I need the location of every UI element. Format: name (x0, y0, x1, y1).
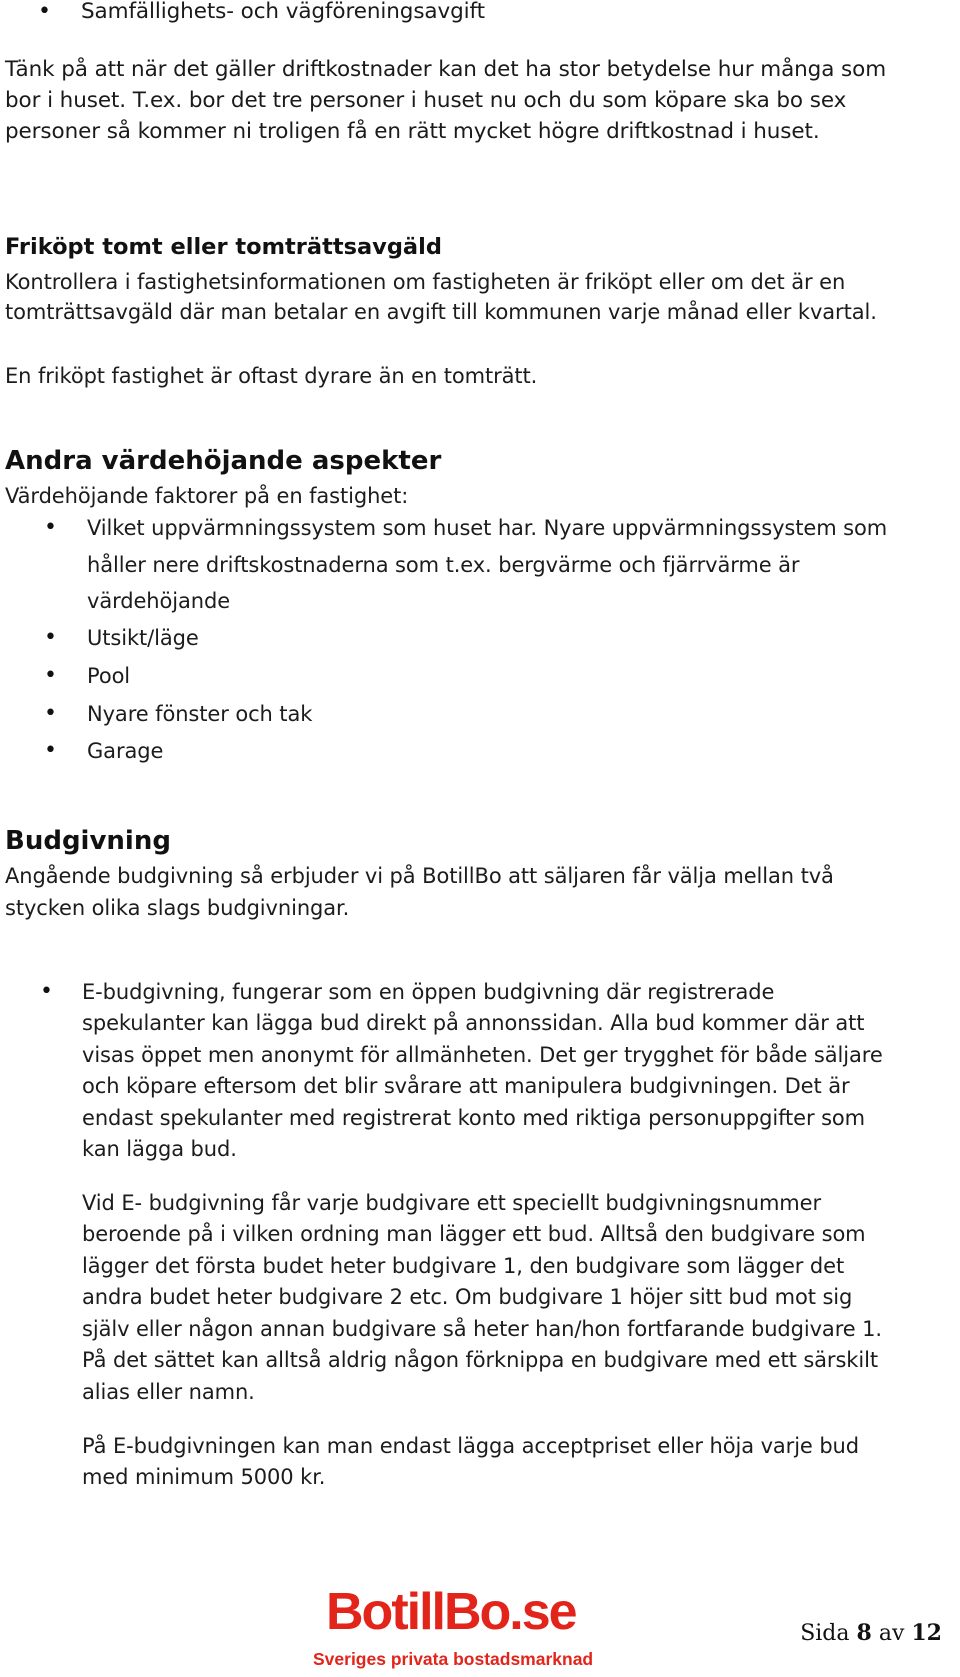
ebid-line: E-budgivning, fungerar som en öppen budgivning där registrerade (82, 980, 775, 1004)
bullet-text: Nyare fönster och tak (87, 702, 313, 726)
ebid-para2-line: Vid E- budgivning får varje budgivare ett speciellt budgivningsnummer (82, 1191, 822, 1215)
bullet-icon: • (44, 738, 57, 763)
ebid-para2-line: lägger det första budet heter budgivare 1, den budgivare som lägger det (82, 1254, 845, 1278)
bullet-text: håller nere driftskostnaderna som t.ex. bergvärme och fjärrvärme är (87, 553, 800, 577)
ebid-para2-line: beroende på i vilken ordning man lägger ett bud. Alltså den budgivare som (82, 1222, 866, 1246)
bullet-icon: • (40, 979, 53, 1004)
ebid-para3-line: På E-budgivningen kan man endast lägga acceptpriset eller höja varje bud (82, 1434, 859, 1458)
bullet-icon: • (44, 625, 57, 650)
section1-note: En friköpt fastighet är oftast dyrare än en tomträtt. (5, 364, 538, 388)
section-heading-budgivning: Budgivning (5, 826, 171, 856)
intro-line: personer så kommer ni troligen få en rätt mycket högre driftkostnad i huset. (5, 119, 820, 144)
intro-line: bor i huset. T.ex. bor det tre personer i huset nu och du som köpare ska bo sex (5, 88, 847, 113)
intro-line: Tänk på att när det gäller driftkostnader kan det ha stor betydelse hur många som (5, 57, 887, 82)
ebid-line: spekulanter kan lägga bud direkt på annonssidan. Alla bud kommer där att (82, 1011, 865, 1035)
section1-line: Kontrollera i fastighetsinformationen om fastigheten är friköpt eller om det är en (5, 270, 846, 294)
page-number (800, 1620, 942, 1646)
bullet-text: Pool (87, 664, 131, 688)
bullet-icon: • (44, 701, 57, 726)
ebid-line: och köpare eftersom det blir svårare att manipulera budgivningen. Det är (82, 1074, 850, 1098)
botillbo-logo: BotillBo.se (326, 1583, 576, 1641)
bullet-icon: • (44, 663, 57, 688)
section-heading-friköpt: Friköpt tomt eller tomträttsavgäld (5, 234, 442, 260)
ebid-line: visas öppet men anonymt för allmänheten. Det ger trygghet för både säljare (82, 1043, 883, 1067)
page-total: 12 (911, 1620, 942, 1646)
section2-intro: Värdehöjande faktorer på en fastighet: (5, 484, 409, 508)
bullet-icon: • (38, 0, 51, 24)
ebid-para2-line: andra budet heter budgivare 2 etc. Om budgivare 1 höjer sitt bud mot sig (82, 1285, 853, 1309)
page-sep: av (878, 1621, 905, 1646)
bullet-text: Garage (87, 739, 164, 763)
bullet-text: värdehöjande (87, 589, 231, 613)
ebid-para2-line: själv eller någon annan budgivare så heter han/hon fortfarande budgivare 1. (82, 1317, 883, 1341)
section1-line: tomträttsavgäld där man betalar en avgift till kommunen varje månad eller kvartal. (5, 300, 877, 324)
page-current: 8 (856, 1620, 872, 1646)
logo-tagline: Sveriges privata bostadsmarknad (313, 1649, 594, 1669)
ebid-line: endast spekulanter med registrerat konto med riktiga personuppgifter som (82, 1106, 866, 1130)
page-prefix: Sida (800, 1621, 850, 1646)
section-heading-andra: Andra värdehöjande aspekter (5, 446, 442, 476)
section3-line: stycken olika slags budgivningar. (5, 896, 350, 920)
bullet-text: Utsikt/läge (87, 626, 199, 650)
top-bullet-text: Samfällighets- och vägföreningsavgift (81, 0, 485, 24)
bullet-icon: • (44, 515, 57, 540)
section3-line: Angående budgivning så erbjuder vi på BotillBo att säljaren får välja mellan två (5, 864, 834, 888)
ebid-para2-line: alias eller namn. (82, 1380, 255, 1404)
ebid-para2-line: På det sättet kan alltså aldrig någon förknippa en budgivare med ett särskilt (82, 1348, 878, 1372)
bullet-text: Vilket uppvärmningssystem som huset har. Nyare uppvärmningssystem som (87, 516, 888, 540)
ebid-para3-line: med minimum 5000 kr. (82, 1465, 326, 1489)
ebid-line: kan lägga bud. (82, 1137, 237, 1161)
